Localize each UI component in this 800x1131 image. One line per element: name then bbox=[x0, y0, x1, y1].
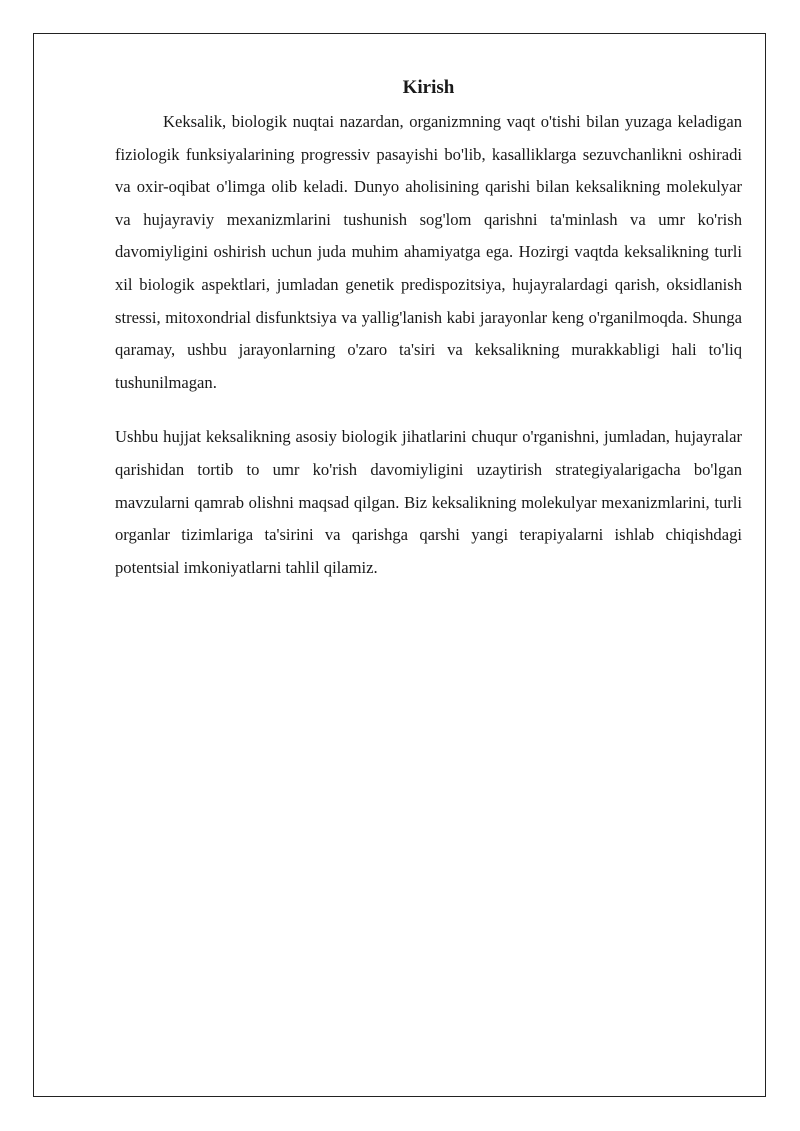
document-title: Kirish bbox=[402, 77, 455, 98]
document-body bbox=[115, 74, 742, 584]
paragraph-intro: Keksalik, biologik nuqtai nazardan, organizmning vaqt o'tishi bilan yuzaga keladigan fiziologik funksiyalarining progressiv pasayishi bo'lib, kasalliklarga sezuvchanlikni oshiradi va oxir-oqibat o'limga olib keladi. Dunyo aholisining qarishi bilan keksalikning molekulyar va hujayraviy mexanizmlarini tushunish sog'lom qarishni ta'minlash va umr ko'rish davomiyligini oshirish uchun juda muhim ahamiyatga ega. Hozirgi vaqtda keksalikning turli xil biologik aspektlari, jumladan genetik predispozitsiya, hujayralardagi qarish, oksidlanish stressi, mitoxondrial disfunktsiya va yallig'lanish kabi jarayonlar keng o'rganilmoqda. Shunga qaramay, ushbu jarayonlarning o'zaro ta'siri va keksalikning murakkabligi hali to'liq tushunilmagan. bbox=[115, 112, 742, 392]
paragraph-purpose: Ushbu hujjat keksalikning asosiy biologik jihatlarini chuqur o'rganishni, jumladan, hujayralar qarishidan tortib to umr ko'rish davomiyligini uzaytirish strategiyalarigacha bo'lgan mavzularni qamrab olishni maqsad qilgan. Biz keksalikning molekulyar mexanizmlarini, turli organlar tizimlariga ta'sirini va qarishga qarshi yangi terapiyalarni ishlab chiqishdagi potentsial imkoniyatlarni tahlil qilamiz. bbox=[115, 427, 742, 577]
